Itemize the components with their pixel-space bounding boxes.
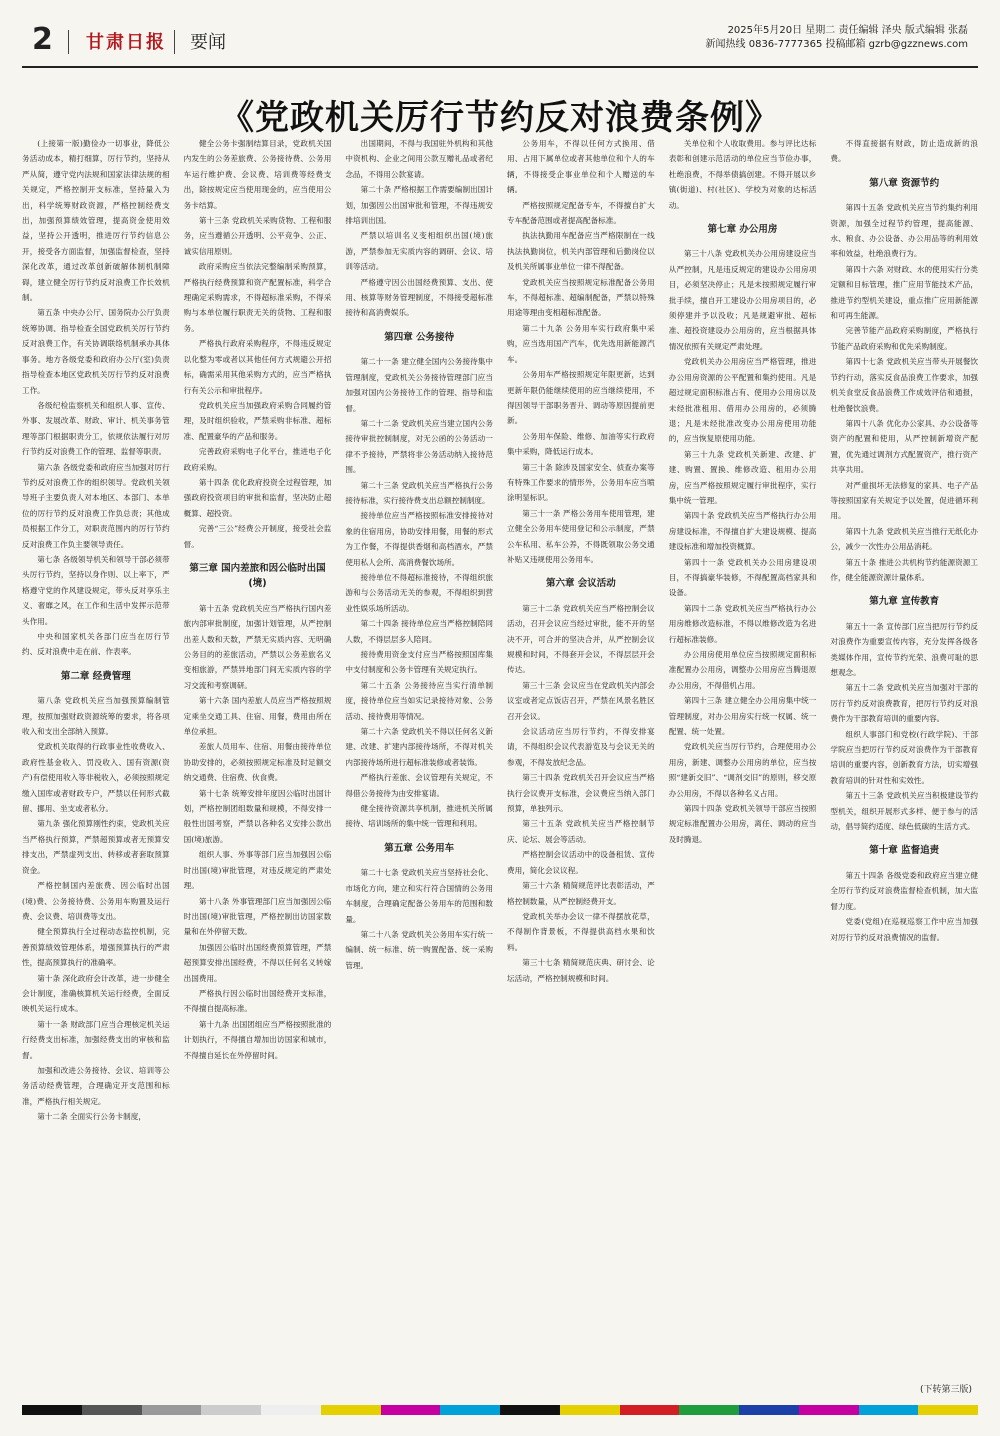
color-swatch — [201, 1405, 261, 1415]
chapter-heading: 第四章 公务接待 — [384, 331, 455, 343]
article-paragraph: 严格控制会议活动中的设备租赁、宣传费用，简化会议议程。 — [507, 850, 655, 875]
article-paragraph: 第十五条 党政机关应当严格执行国内差旅内部审批制度，加强计划管理，从严控制出差人数和天数，严禁无实质内容、无明确公务目的的差旅活动，严禁以公务差旅名义变相旅游，严禁异地部门间无实质内容的学习交流和考察调研。 — [183, 603, 332, 690]
color-swatch — [918, 1405, 978, 1415]
article-paragraph: 接待单位不得超标准接待，不得组织旅游和与公务活动无关的参观，不得组织到营业性娱乐场所活动。 — [345, 572, 494, 613]
article-paragraph: 出国期间，不得与我国驻外机构和其他中资机构、企业之间用公款互赠礼品或者纪念品，不得用公款宴请。 — [345, 139, 494, 179]
chapter-heading: 第十章 监督追责 — [869, 845, 940, 857]
article-paragraph: 第八条 党政机关应当加强预算编制管理，按照加强财政资源统筹的要求，将各项收入和支出全部纳入预算。 — [22, 696, 170, 737]
header-divider — [68, 30, 69, 54]
header-divider — [174, 30, 175, 54]
color-swatch — [859, 1405, 919, 1415]
article-paragraph: 健全预算执行全过程动态监控机制，完善预算绩效管理体系，增强预算执行的严肃性，提高预算执行的准确率。 — [22, 927, 170, 968]
color-swatch — [799, 1405, 859, 1415]
article-paragraph: 政府采购应当依法完整编制采购预算，严格执行经费预算和资产配置标准，科学合理确定采购需求，不得超标准采购，不得采购与本单位履行职责无关的货物、工程和服务。 — [183, 262, 332, 333]
article-paragraph: 严格遵守因公出国经费预算、支出、使用、核算等财务管理制度，不得接受超标准接待和高消费娱乐。 — [345, 277, 494, 318]
article-paragraph: 党政机关取得的行政事业性收费收入、政府性基金收入、罚没收入、国有资源(资产)有偿使用收入等非税收入，必须按照规定缴入国库或者财政专户，严禁以任何形式截留、挪用、坐支或者私分。 — [22, 742, 170, 814]
article-paragraph: 党政机关应当按照规定标准配备公务用车，不得超标准、超编制配备，严禁以特殊用途等理由变相超标准配备。 — [507, 277, 655, 318]
article-paragraph: 严格执行因公临时出国经费开支标准，不得擅自提高标准。 — [183, 988, 332, 1014]
chapter-heading: 第二章 经费管理 — [60, 670, 131, 682]
article-paragraph: 不得直接据有财政，防止造成新的浪费。 — [830, 139, 979, 164]
article-paragraph: 第十二条 全面实行公务卡制度， — [37, 1112, 146, 1122]
article-paragraph: 中央和国家机关各部门应当在厉行节约、反对浪费中走在前、作表率。 — [22, 632, 170, 657]
article-paragraph: 第四十八条 优化办公家具、办公设备等资产的配置和使用，从严控制新增资产配置，优先通过调剂方式配置资产，推行资产共享共用。 — [830, 418, 979, 475]
article-paragraph: 第四十条 党政机关应当严格执行办公用房建设标准，不得擅自扩大建设规模、提高建设标准和增加投资概算。 — [668, 511, 817, 552]
article-paragraph: 公务用车保险、维修、加油等实行政府集中采购，降低运行成本。 — [507, 431, 655, 457]
article-paragraph: 会议活动应当厉行节约，不得安排宴请，不得组织会议代表游览及与会议无关的参观，不得发放纪念品。 — [507, 727, 655, 767]
article-column — [22, 136, 170, 1386]
article-paragraph: 接待单位应当严格按照标准安排接待对象的住宿用房，协助安排用餐，用餐的形式为工作餐，不得提供香烟和高档酒水，严禁使用私人会所、高消费餐饮场所。 — [345, 511, 494, 567]
article-paragraph: 第二十八条 党政机关公务用车实行统一编制、统一标准、统一购置配备、统一采购管理。 — [345, 929, 494, 970]
article-paragraph: 第三十六条 精简规范评比表彰活动，严格控制数量，从严控制经费开支。 — [507, 881, 655, 906]
article-paragraph: 第四十九条 党政机关应当推行无纸化办公，减少一次性办公用品消耗。 — [830, 526, 979, 552]
article-paragraph: 党政机关应当加强政府采购合同履约管理，及时组织验收，严禁采购非标准、超标准、配置豪华的产品和服务。 — [183, 400, 332, 441]
chapter-heading: 第五章 公务用车 — [384, 842, 455, 854]
article-column — [669, 136, 817, 1386]
color-swatch — [82, 1405, 142, 1415]
article-paragraph: 完善节能产品政府采购制度，严格执行节能产品政府采购和优先采购制度。 — [830, 326, 979, 351]
article-paragraph: 第三十八条 党政机关办公用房建设应当从严控制，凡是违反规定的建设办公用房项目，必须坚决停止；凡是未按照规定履行审批手续，擅自开工建设办公用房项目的，必须停建并予以没收；凡是规避审批、超标准、超投资建设办公用房的，应当根据具体情况依照有关规定严肃处理。 — [668, 249, 817, 351]
article-paragraph: 第二十五条 公务接待应当实行清单制度，接待单位应当如实记录接待对象、公务活动、接待费用等情况。 — [345, 680, 494, 721]
article-paragraph: 差旅人员用车、住宿、用餐由接待单位协助安排的，必须按照规定标准及时足额交纳交通费、住宿费、伙食费。 — [183, 742, 332, 783]
article-paragraph: 第五十一条 宣传部门应当把厉行节约反对浪费作为重要宣传内容，充分发挥各级各类媒体作用，宣传节约光荣、浪费可耻的思想观念。 — [830, 621, 979, 677]
page-header — [22, 18, 978, 64]
article-paragraph: 第二十一条 建立健全国内公务接待集中管理制度，党政机关公务接待管理部门应当加强对国内公务接待工作的管理、指导和监督。 — [345, 357, 494, 413]
color-swatch — [620, 1405, 680, 1415]
page-number: 2 — [32, 22, 53, 57]
article-paragraph: 第四十三条 建立健全办公用房集中统一管理制度，对办公用房实行统一权属、统一配置、统一处置。 — [668, 696, 817, 737]
article-paragraph: 第二十四条 接待单位应当严格控制陪同人数，不得层层多人陪同。 — [345, 619, 494, 644]
color-swatch — [142, 1405, 202, 1415]
color-registration-bar — [22, 1405, 978, 1415]
article-paragraph: 党委(党组)在巡视巡察工作中应当加强对厉行节约反对浪费情况的监督。 — [830, 917, 979, 942]
continued-note: (下转第三版) — [919, 1385, 972, 1395]
article-paragraph: 第十一条 财政部门应当合理核定机关运行经费支出标准，加强经费支出的审核和监督。 — [22, 1019, 170, 1060]
article-column — [184, 136, 332, 1386]
article-paragraph: 严格按照规定配备专车，不得擅自扩大专车配备范围或者提高配备标准。 — [507, 200, 655, 226]
article-body — [22, 136, 978, 1386]
article-paragraph: 第四十四条 党政机关领导干部应当按照规定标准配置办公用房，离任、调动的应当及时腾退。 — [668, 804, 817, 844]
article-paragraph: 公务用车，不得以任何方式换用、借用、占用下属单位或者其他单位和个人的车辆，不得接受企事业单位和个人赠送的车辆。 — [507, 139, 655, 195]
article-paragraph: 第三十五条 党政机关应当严格控制节庆、论坛、展会等活动。 — [507, 819, 655, 844]
article-column — [507, 136, 655, 1386]
article-paragraph: 第五十条 推进公共机构节约能源资源工作，健全能源资源计量体系。 — [830, 557, 979, 582]
article-paragraph: 健全公务卡强制结算目录，党政机关国内发生的公务差旅费、公务接待费、公务用车运行维护费、会议费、培训费等经费支出，除按规定应当使用现金的，应当使用公务卡结算。 — [183, 139, 332, 210]
article-title: 《党政机关厉行节约反对浪费条例》 — [220, 98, 780, 138]
article-paragraph: 第九条 强化预算刚性约束，党政机关应当严格执行预算，严禁超预算或者无预算安排支出，严禁虚列支出、转移或者套取预算资金。 — [22, 819, 170, 875]
article-paragraph: 第五十二条 党政机关应当加强对干部的厉行节约反对浪费教育，把厉行节约反对浪费作为干部教育培训的重要内容。 — [830, 683, 979, 724]
chapter-heading: 第三章 国内差旅和因公临时出国(境) — [189, 562, 326, 590]
article-paragraph: 组织人事部门和党校(行政学院)、干部学院应当把厉行节约反对浪费作为干部教育培训的重要内容，创新教育方法，切实增强教育培训的针对性和实效性。 — [830, 729, 979, 785]
color-swatch — [381, 1405, 441, 1415]
article-paragraph: 对严重损坏无法修复的家具、电子产品等按照国家有关规定予以处置，促进循环利用。 — [830, 480, 979, 521]
article-paragraph: 党政机关应当厉行节约，合理使用办公用房，新建、调整办公用房的单位，应当按照“建新交旧”、“调剂交旧”的原则，移交原办公用房，不得以各种名义占用。 — [668, 742, 817, 798]
article-paragraph: 第四十五条 党政机关应当节约集约利用资源，加强全过程节约管理，提高能源、水、粮食、办公设备、办公用品等的利用效率和效益，杜绝浪费行为。 — [830, 203, 979, 259]
color-swatch — [321, 1405, 381, 1415]
article-paragraph: 第二十七条 党政机关应当坚持社会化、市场化方向，建立和实行符合国情的公务用车制度，合理确定配备公务用车的范围和数量。 — [345, 868, 494, 924]
newspaper-masthead: 甘肃日报 — [86, 32, 166, 53]
article-paragraph: 第二十三条 党政机关应当严格执行公务接待标准，实行接待费支出总额控制制度。 — [345, 480, 494, 505]
article-paragraph: 第四十二条 党政机关应当严格执行办公用房维修改造标准，不得以维修改造为名进行超标准装修。 — [668, 603, 817, 644]
article-paragraph: 第十八条 外事管理部门应当加强因公临时出国(境)审批管理，严格控制出访国家数量和在外停留天数。 — [183, 896, 332, 937]
chapter-heading: 第六章 会议活动 — [545, 578, 616, 590]
article-paragraph: 第五条 中央办公厅、国务院办公厅负责统筹协调、指导检查全国党政机关厉行节约反对浪费工作，有关协调联络机制承办具体事务。地方各级党委和政府办公厅(室)负责指导检查本地区党政机关厉行节约反对浪费工作。 — [22, 308, 170, 395]
article-paragraph: 第二十六条 党政机关不得以任何名义新建、改建、扩建内部接待场所，不得对机关内部接待场所进行超标准装修或者装饰。 — [345, 727, 494, 767]
article-paragraph: 第十六条 国内差旅人员应当严格按照规定乘坐交通工具、住宿、用餐，费用由所在单位承担。 — [183, 696, 332, 737]
contact-info: 新闻热线 0836-7777365 投稿邮箱 gzrb@gzznews.com — [705, 39, 968, 50]
color-swatch — [500, 1405, 560, 1415]
color-swatch — [22, 1405, 82, 1415]
article-paragraph: 第三十二条 党政机关应当严格控制会议活动，召开会议应当经过审批，能不开的坚决不开，可合并的坚决合并，从严控制会议规模和时间，不得套开会议，不得层层开会传达。 — [507, 603, 655, 675]
article-paragraph: 公务用车严格按照规定年限更新，达到更新年限仍能继续使用的应当继续使用，不得因领导干部职务晋升、调动等原因提前更新。 — [507, 370, 655, 426]
article-paragraph: 执法执勤用车配备应当严格限制在一线执法执勤岗位，机关内部管理和后勤岗位以及机关所属事业单位一律不得配备。 — [507, 231, 655, 272]
article-paragraph: 完善“三公”经费公开制度，接受社会监督。 — [183, 524, 332, 549]
color-swatch — [739, 1405, 799, 1415]
article-paragraph: 第十七条 统筹安排年度因公临时出国计划，严格控制团组数量和规模，不得安排一般性出国考察，严禁以各种名义安排公款出国(境)旅游。 — [183, 788, 332, 844]
article-paragraph: 办公用房使用单位应当按照规定面积标准配置办公用房，调整办公用房应当腾退原办公用房，不得借机占用。 — [668, 650, 817, 690]
article-paragraph: 第七条 各级领导机关和领导干部必须带头厉行节约，坚持以身作则、以上率下，严格遵守党的作风建设规定，带头反对享乐主义、奢靡之风，在工作和生活中发挥示范带头作用。 — [22, 554, 170, 626]
article-column — [830, 136, 978, 1386]
header-meta — [706, 24, 968, 52]
article-paragraph: 第五十三条 党政机关应当积极建设节约型机关，组织开展形式多样、便于参与的活动，倡导简约适度、绿色低碳的生活方式。 — [830, 791, 979, 832]
color-swatch — [440, 1405, 500, 1415]
article-paragraph: 第十四条 优化政府投资全过程管理，加强政府投资项目的审批和监督，坚决防止超概算、超投资。 — [183, 477, 332, 518]
article-paragraph: 加强和改进公务接待、会议、培训等公务活动经费管理，合理确定开支范围和标准，严格执行相关规定。 — [22, 1065, 170, 1106]
article-paragraph: 第五十四条 各级党委和政府应当建立健全厉行节约反对浪费监督检查机制，加大监督力度。 — [830, 870, 979, 911]
article-paragraph: 接待费用资金支付应当严格按照国库集中支付制度和公务卡管理有关规定执行。 — [345, 650, 494, 675]
chapter-heading: 第九章 宣传教育 — [869, 596, 940, 608]
article-paragraph: 第三十条 除涉及国家安全、侦查办案等有特殊工作要求的情形外，公务用车应当喷涂明显标识。 — [507, 462, 655, 503]
article-paragraph: 第十条 深化政府会计改革，进一步健全会计制度，准确核算机关运行经费，全面反映机关运行成本。 — [22, 973, 170, 1014]
article-paragraph: 第二十条 严格根据工作需要编制出国计划，加强因公出国审批和管理，不得违规安排培训出国。 — [345, 185, 494, 226]
article-paragraph: 组织人事、外事等部门应当加强因公临时出国(境)审批管理，对违反规定的严肃处理。 — [183, 850, 332, 891]
article-paragraph: 严禁以培训名义变相组织出国(境)旅游，严禁参加无实质内容的调研、会议、培训等活动。 — [345, 231, 494, 272]
article-paragraph: 各级纪检监察机关和组织人事、宣传、外事、发展改革、财政、审计、机关事务管理等部门根据职责分工，依规依法履行对厉行节约反对浪费工作的管理、监督等职责。 — [22, 400, 170, 457]
article-paragraph: 第十三条 党政机关采购货物、工程和服务，应当遵循公开透明、公平竞争、公正、诚实信用原则。 — [183, 216, 332, 256]
article-paragraph: 关单位和个人收取费用。参与评比达标表彰和创建示范活动的单位应当节俭办事，杜绝浪费，不得举债搞创建。不得开展以乡镇(街道)、村(社区)、学校为对象的达标活动。 — [668, 139, 817, 210]
article-paragraph: 第四十一条 党政机关办公用房建设项目，不得搞豪华装修，不得配置高档家具和设备。 — [668, 557, 817, 598]
color-swatch — [261, 1405, 321, 1415]
article-paragraph: 健全接待资源共享机制，推进机关所属接待、培训场所的集中统一管理和利用。 — [345, 804, 494, 829]
article-paragraph: 严格执行政府采购程序，不得违反规定以化整为零或者以其他任何方式规避公开招标，确需采用其他采购方式的，应当严格执行有关公示和审批程序。 — [183, 339, 332, 395]
header-rule — [22, 66, 978, 68]
article-paragraph: 第三十三条 会议应当在党政机关内部会议室或者定点饭店召开，严禁在风景名胜区召开会议。 — [507, 680, 655, 721]
article-paragraph: 第二十九条 公务用车实行政府集中采购，应当选用国产汽车，优先选用新能源汽车。 — [507, 323, 655, 364]
article-paragraph: 严格执行差旅、会议管理有关规定，不得借公务接待为由安排宴请。 — [345, 773, 494, 798]
edition-info: 2025年5月20日 星期二 责任编辑 泽央 版式编辑 张磊 — [727, 25, 968, 36]
article-paragraph: 第三十四条 党政机关召开会议应当严格执行会议费开支标准，会议费应当纳入部门预算，单独列示。 — [507, 773, 655, 814]
article-paragraph: 第十九条 出国团组应当严格按照批准的计划执行，不得擅自增加出访国家和城市，不得擅自延长在外停留时间。 — [183, 1019, 332, 1060]
article-column — [345, 136, 493, 1386]
article-paragraph: 严格控制国内差旅费、因公临时出国(境)费、公务接待费、公务用车购置及运行费、会议费、培训费等支出。 — [22, 881, 170, 921]
article-paragraph: 党政机关办公用房应当严格管理，推进办公用房资源的公平配置和集约使用。凡是超过规定面积标准占有、使用办公用房以及未经批准租用、借用办公用房的，必须腾退；凡是未经批准改变办公用房使用功能的，应当恢复原使用功能。 — [668, 357, 817, 444]
article-paragraph: 党政机关举办会议一律不得摆放花草，不得制作背景板，不得提供高档水果和饮料。 — [507, 911, 655, 952]
article-paragraph: 完善政府采购电子化平台，推进电子化政府采购。 — [183, 447, 332, 472]
article-paragraph: 第三十七条 精简规范庆典、研讨会、论坛活动，严格控制规模和时间。 — [507, 958, 655, 983]
chapter-heading: 第八章 资源节约 — [869, 177, 940, 189]
article-paragraph: 第二十二条 党政机关应当建立国内公务接待审批控制制度，对无公函的公务活动一律不予接待，严禁将非公务活动纳入接待范围。 — [345, 418, 494, 475]
article-paragraph: 第四十七条 党政机关应当带头开展餐饮节约行动，落实反食品浪费工作要求，加强机关食堂反食品浪费工作成效评估和通报，杜绝餐饮浪费。 — [830, 357, 979, 413]
chapter-heading: 第七章 办公用房 — [707, 224, 778, 236]
section-name: 要闻 — [190, 32, 226, 53]
article-paragraph: 第三十九条 党政机关新建、改建、扩建、购置、置换、维修改造、租用办公用房，应当严格按照规定履行审批程序，实行集中统一管理。 — [668, 449, 817, 505]
article-paragraph: 第四十六条 对财政、水的使用实行分类定额和目标管理，推广应用节能技术产品，推进节约型机关建设，重点推广应用新能源和可再生能源。 — [830, 264, 979, 321]
article-paragraph: 加强因公临时出国经费预算管理，严禁超预算安排出国经费，不得以任何名义转嫁出国费用。 — [183, 942, 332, 983]
article-paragraph: (上接第一版)勤俭办一切事业，降低公务活动成本，精打细算，厉行节约，坚持从严从简，遵守党内法规和国家法律法规的相关规定，严格控制开支标准，坚持量入为出，科学统筹财政资源，严格控制经费支出，加强预算绩效管理，提高资金使用效益，坚持公开透明，推进厉行节约信息公开，接受各方面监督，加强监督检查，坚持深化改革，通过改革创新破解体制机制障碍，建立健全厉行节约反对浪费工作长效机制。 — [22, 139, 170, 303]
color-swatch — [679, 1405, 739, 1415]
color-swatch — [560, 1405, 620, 1415]
article-paragraph: 第六条 各级党委和政府应当加强对厉行节约反对浪费工作的组织领导。党政机关领导班子主要负责人对本地区、本部门、本单位的厉行节约反对浪费工作负总责；其他成员根据工作分工，对职责范围内的厉行节约反对浪费工作负主要领导责任。 — [22, 462, 170, 549]
article-paragraph: 第三十一条 严格公务用车使用管理，建立健全公务用车使用登记和公示制度，严禁公车私用、私车公养，不得既领取公务交通补贴又违规使用公务用车。 — [507, 508, 655, 564]
